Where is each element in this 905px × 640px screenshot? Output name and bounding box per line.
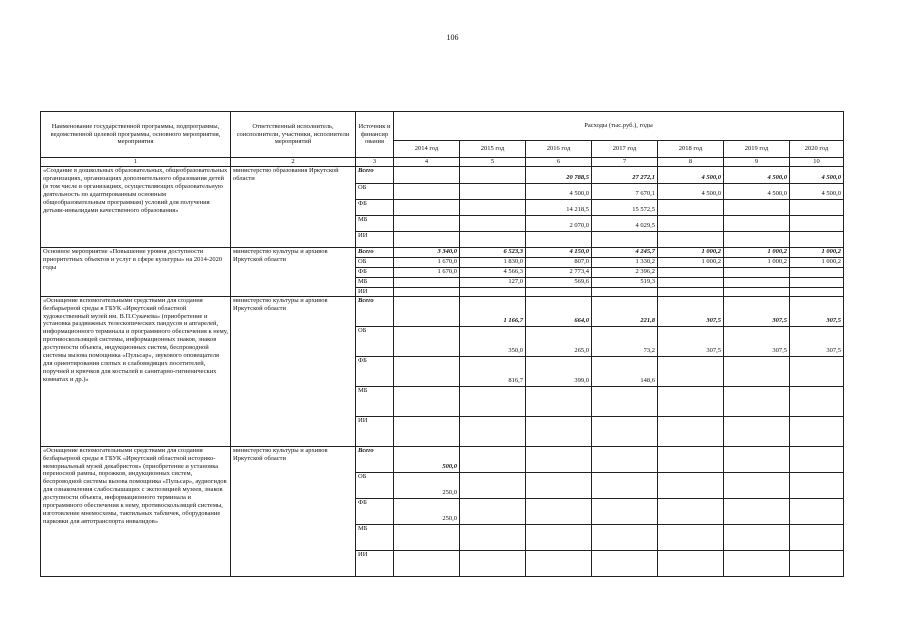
expense-value	[592, 386, 658, 416]
measure-executor: министерство культуры и архивов Иркутской области	[231, 296, 356, 446]
expense-value	[658, 386, 724, 416]
expense-value	[460, 216, 526, 232]
expense-value	[526, 416, 592, 446]
expense-value: 2 773,4	[526, 267, 592, 277]
funding-source: ОБ	[356, 184, 394, 200]
expense-value: 148,6	[592, 356, 658, 386]
expense-value: 1 000,2	[724, 257, 790, 267]
expense-value	[790, 386, 844, 416]
expense-value	[790, 200, 844, 216]
expense-value: 816,7	[460, 356, 526, 386]
expense-value	[460, 232, 526, 248]
expense-value	[658, 472, 724, 498]
header-executor: Ответственный исполнитель, соисполнители, участники, исполнители мероприятий	[231, 112, 356, 158]
expense-value	[724, 232, 790, 248]
expense-value: 399,0	[526, 356, 592, 386]
header-expenses: Расходы (тыс.руб.), годы	[394, 112, 844, 141]
expense-value	[526, 232, 592, 248]
header-source: Источник и финансир ования	[356, 112, 394, 158]
expense-value	[790, 498, 844, 524]
expense-value	[790, 277, 844, 287]
expense-value	[790, 472, 844, 498]
col-number: 6	[526, 158, 592, 167]
table-row	[41, 296, 844, 326]
expense-value: 307,5	[658, 326, 724, 356]
expense-value	[592, 524, 658, 550]
expense-value: 1 000,2	[790, 257, 844, 267]
expense-value	[724, 446, 790, 472]
expense-value	[526, 386, 592, 416]
funding-source: Всего	[356, 296, 394, 326]
table-row	[41, 167, 844, 184]
expense-value: 27 272,1	[592, 167, 658, 184]
col-number: 9	[724, 158, 790, 167]
expense-value	[592, 232, 658, 248]
funding-source: Всего	[356, 167, 394, 184]
measure-name: «Оснащение вспомогательными средствами для создания безбарьерной среды в ГБУК «Иркутский областной историко-мемориальный музей декабристов» (приобретение и установка переносной рампы, порожков, индукционных систем, беспроводной системы вызова помощника «Пульсар», аудиогидов для ознакомления слабослышащих с экспозицией музеев, знаков доступности объекта, информационного терминала и программного обеспечения к нему, противоскользящей системы, изготовление мнемосхемы, тактильных табличек, оборудование парковки для автотранспорта инвалидов»	[41, 446, 231, 576]
expense-value	[790, 287, 844, 296]
expense-value	[460, 184, 526, 200]
expense-value: 500,0	[394, 446, 460, 472]
expense-value	[394, 167, 460, 184]
col-number: 7	[592, 158, 658, 167]
expense-value	[724, 498, 790, 524]
header-year: 2018 год	[658, 141, 724, 158]
measure-executor: министерство культуры и архивов Иркутской области	[231, 446, 356, 576]
funding-source: ФБ	[356, 498, 394, 524]
measure-executor: министерство культуры и архивов Иркутской области	[231, 248, 356, 297]
expense-value	[658, 446, 724, 472]
expense-value	[394, 287, 460, 296]
funding-source: Всего	[356, 248, 394, 258]
expense-value: 307,5	[724, 326, 790, 356]
col-number: 8	[658, 158, 724, 167]
expense-value	[394, 232, 460, 248]
expense-value: 3 340,0	[394, 248, 460, 258]
expense-value: 127,0	[460, 277, 526, 287]
expense-value	[658, 356, 724, 386]
funding-source: ИИ	[356, 416, 394, 446]
table-row	[41, 248, 844, 258]
expense-value: 4 500,0	[724, 184, 790, 200]
expense-value: 1 670,0	[394, 267, 460, 277]
funding-source: ИИ	[356, 232, 394, 248]
expense-value: 2 396,2	[592, 267, 658, 277]
funding-source: МБ	[356, 277, 394, 287]
expense-value	[790, 232, 844, 248]
expense-value	[658, 216, 724, 232]
expense-value	[460, 416, 526, 446]
expense-value	[526, 498, 592, 524]
col-number: 1	[41, 158, 231, 167]
expense-value	[658, 277, 724, 287]
header-year: 2017 год	[592, 141, 658, 158]
header-year: 2020 год	[790, 141, 844, 158]
expense-value	[724, 416, 790, 446]
measure-executor: министерство образования Иркутской области	[231, 167, 356, 248]
expense-value	[526, 446, 592, 472]
measure-name: «Создание в дошкольных образовательных, общеобразовательных организациях, организациях дополнительного образования детей (в том числе в организациях, осуществляющих образовательную деятельность по адаптированным основным общеобразовательным программам) условий для получения детьми-инвалидами качественного образования»	[41, 167, 231, 248]
expense-value: 307,5	[658, 296, 724, 326]
measure-name: Основное мероприятие «Повышение уровня доступности приоритетных объектов и услуг в сфере культуры» на 2014-2020 годы	[41, 248, 231, 297]
expense-value	[724, 200, 790, 216]
expense-value	[460, 287, 526, 296]
expense-value	[526, 550, 592, 576]
col-number: 5	[460, 158, 526, 167]
expense-value: 4 566,3	[460, 267, 526, 277]
header-year: 2015 год	[460, 141, 526, 158]
expense-value	[724, 356, 790, 386]
expense-value	[460, 386, 526, 416]
expense-value	[724, 267, 790, 277]
expense-value: 1 330,2	[592, 257, 658, 267]
expense-value	[394, 277, 460, 287]
expense-value	[394, 184, 460, 200]
expense-value	[724, 216, 790, 232]
expense-value	[724, 550, 790, 576]
expense-value	[394, 524, 460, 550]
expense-value	[394, 200, 460, 216]
funding-source: ФБ	[356, 267, 394, 277]
funding-source: ФБ	[356, 356, 394, 386]
expense-value	[658, 498, 724, 524]
expense-value	[592, 446, 658, 472]
expense-value	[790, 550, 844, 576]
expense-value	[460, 498, 526, 524]
expense-value: 4 500,0	[658, 167, 724, 184]
expense-value	[724, 287, 790, 296]
expense-value: 807,0	[526, 257, 592, 267]
expense-value	[394, 296, 460, 326]
expense-value	[460, 167, 526, 184]
expense-value: 307,5	[790, 296, 844, 326]
expense-value	[460, 472, 526, 498]
expense-value	[460, 550, 526, 576]
header-year: 2016 год	[526, 141, 592, 158]
expense-value	[724, 386, 790, 416]
table-row	[41, 446, 844, 472]
expense-value	[658, 200, 724, 216]
expense-value: 4 500,0	[526, 184, 592, 200]
expense-value: 307,5	[790, 326, 844, 356]
expense-value	[460, 200, 526, 216]
expense-value	[658, 524, 724, 550]
header-year: 2019 год	[724, 141, 790, 158]
expense-value: 265,0	[526, 326, 592, 356]
funding-source: ОБ	[356, 257, 394, 267]
expense-value	[394, 356, 460, 386]
expense-value: 307,5	[724, 296, 790, 326]
expenses-table	[40, 111, 844, 577]
expense-value	[658, 416, 724, 446]
expense-value: 6 523,3	[460, 248, 526, 258]
expense-value: 1 166,7	[460, 296, 526, 326]
expense-value: 519,3	[592, 277, 658, 287]
header-row-top	[41, 112, 844, 141]
expense-value	[394, 326, 460, 356]
expense-value	[790, 416, 844, 446]
expense-value	[460, 446, 526, 472]
expense-value	[592, 472, 658, 498]
expense-value: 1 000,2	[724, 248, 790, 258]
expense-value: 2 070,0	[526, 216, 592, 232]
funding-source: ФБ	[356, 200, 394, 216]
expense-value: 4 500,0	[790, 184, 844, 200]
expense-value	[592, 498, 658, 524]
expense-value	[724, 524, 790, 550]
expense-value: 4 029,5	[592, 216, 658, 232]
expense-value: 350,0	[460, 326, 526, 356]
funding-source: МБ	[356, 524, 394, 550]
expense-value	[658, 550, 724, 576]
col-number: 4	[394, 158, 460, 167]
measure-name: «Оснащение вспомогательными средствами для создания безбарьерной среды в ГБУК «Иркутский областной художественный музей им. В.П.Сукачева» (приобретение и установка раздвижных телескопических пандусов и апгарелей, информационного терминала и программного обеспечения к нему, противоскользящей системы, информационных знаков, знаков доступности объекта, индукционных систем, беспроводной системы вызова помощника «Пульсар», звукового оповещателя для ориентирования слепых и слабовидящих посетителей, поручней и крючков для костылей в санитарно-гигиенических комнатах и др.)»	[41, 296, 231, 446]
expense-value: 664,0	[526, 296, 592, 326]
column-numbers-row	[41, 158, 844, 167]
funding-source: ОБ	[356, 472, 394, 498]
expense-value: 4 150,0	[526, 248, 592, 258]
expense-value	[592, 550, 658, 576]
expense-value	[394, 386, 460, 416]
expense-value: 250,0	[394, 498, 460, 524]
expense-value: 7 670,1	[592, 184, 658, 200]
expense-value: 1 830,0	[460, 257, 526, 267]
header-name: Наименование государственной программы, подпрограммы, ведомственной целевой программы, основного мероприятия, мероприятия	[41, 112, 231, 158]
col-number: 10	[790, 158, 844, 167]
expense-value	[526, 287, 592, 296]
expense-value	[724, 472, 790, 498]
funding-source: ОБ	[356, 326, 394, 356]
expense-value	[658, 287, 724, 296]
funding-source: ИИ	[356, 287, 394, 296]
expense-value: 4 500,0	[724, 167, 790, 184]
expense-value: 250,0	[394, 472, 460, 498]
expense-value: 4 500,0	[790, 167, 844, 184]
expense-value: 569,6	[526, 277, 592, 287]
expense-value	[394, 216, 460, 232]
funding-source: МБ	[356, 216, 394, 232]
expense-value	[790, 524, 844, 550]
expense-value	[724, 277, 790, 287]
funding-source: Всего	[356, 446, 394, 472]
expense-value	[394, 416, 460, 446]
expense-value: 14 218,5	[526, 200, 592, 216]
expense-value	[592, 287, 658, 296]
col-number: 3	[356, 158, 394, 167]
expense-value: 1 000,2	[790, 248, 844, 258]
expense-value	[526, 524, 592, 550]
expense-value	[658, 267, 724, 277]
funding-source: ИИ	[356, 550, 394, 576]
expense-value	[460, 524, 526, 550]
expense-value: 4 245,7	[592, 248, 658, 258]
expense-value: 1 000,2	[658, 248, 724, 258]
expense-value	[790, 216, 844, 232]
expense-value	[790, 446, 844, 472]
expense-value	[394, 550, 460, 576]
expense-value: 15 572,5	[592, 200, 658, 216]
funding-source: МБ	[356, 386, 394, 416]
expense-value	[526, 472, 592, 498]
expense-value: 1 670,0	[394, 257, 460, 267]
table-body	[41, 112, 844, 577]
expense-value: 73,2	[592, 326, 658, 356]
expense-value: 221,8	[592, 296, 658, 326]
expense-value: 4 500,0	[658, 184, 724, 200]
expense-value	[790, 267, 844, 277]
expense-value: 20 788,5	[526, 167, 592, 184]
expense-value	[592, 416, 658, 446]
col-number: 2	[231, 158, 356, 167]
page-number: 106	[446, 33, 459, 42]
expense-value	[658, 232, 724, 248]
expense-value	[790, 356, 844, 386]
expense-value: 1 000,2	[658, 257, 724, 267]
header-year: 2014 год	[394, 141, 460, 158]
